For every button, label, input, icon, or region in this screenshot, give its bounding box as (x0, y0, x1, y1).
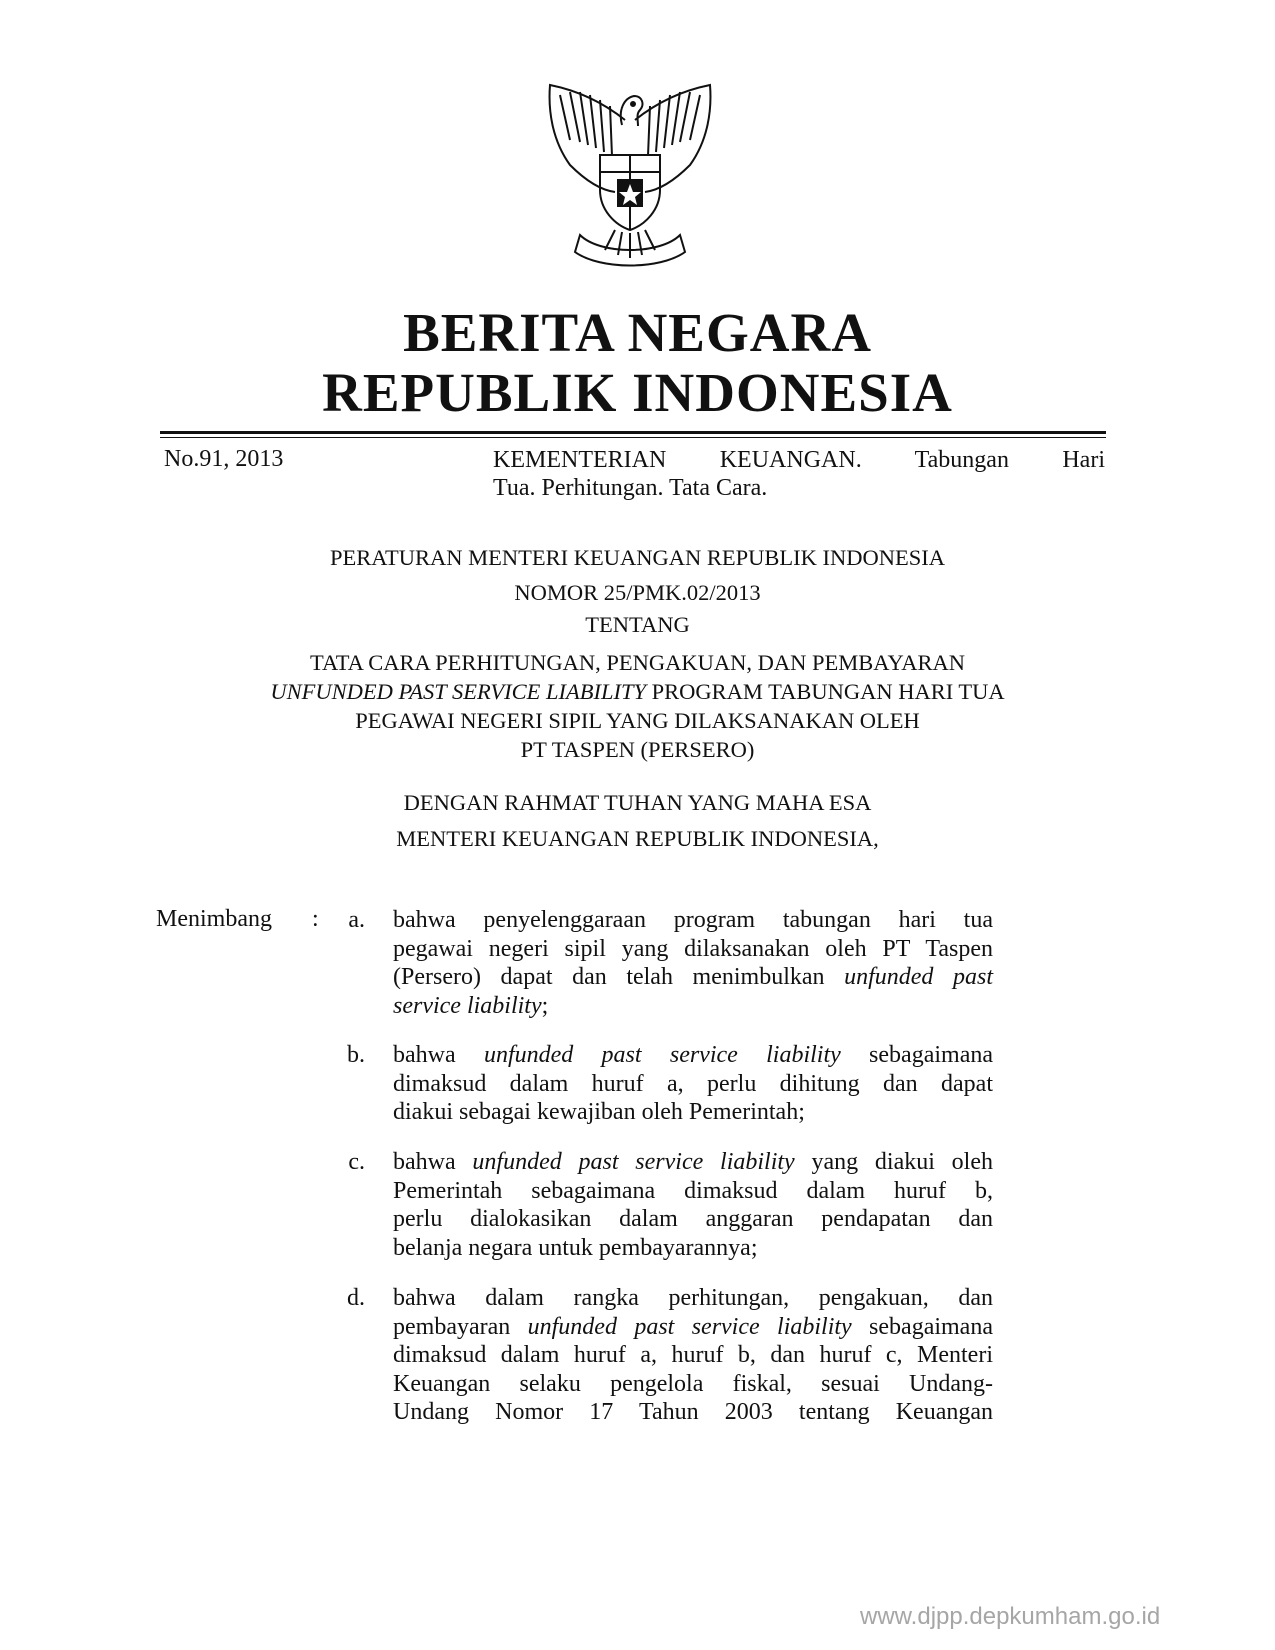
regulation-title: PERATURAN MENTERI KEUANGAN REPUBLIK INDONESIA (330, 545, 945, 570)
item-text: sebagaimana (851, 1313, 993, 1340)
header-divider-thin (160, 437, 1106, 438)
item-line: diakui sebagai kewajiban oleh Pemerintah; (393, 1099, 805, 1125)
regulation-subject-line: PT TASPEN (PERSERO) (520, 737, 755, 762)
regulation-subject (0, 648, 1275, 764)
item-text: sebagaimana (840, 1042, 993, 1068)
item-text: ; (541, 992, 549, 1019)
item-text: pembayaran (393, 1313, 528, 1340)
item-body (393, 1041, 993, 1127)
item-text: bahwa (393, 1149, 473, 1175)
item-line: Pemerintah sebagaimana dimaksud dalam huruf b, (393, 1177, 993, 1204)
regulation-subject-italic: UNFUNDED PAST SERVICE LIABILITY (270, 679, 646, 704)
item-line: Undang Nomor 17 Tahun 2003 tentang Keuangan (393, 1399, 993, 1425)
gazette-title-line2: REPUBLIK INDONESIA (322, 362, 953, 423)
regulation-subject-line (0, 677, 1275, 706)
item-body (393, 906, 993, 1020)
item-line: Keuangan selaku pengelola fiskal, sesuai Undang- (393, 1370, 993, 1397)
item-text: bahwa (393, 1042, 484, 1068)
gazette-number: No.91, 2013 (164, 446, 284, 472)
item-letter: a. (348, 907, 365, 933)
menimbang-colon: : (312, 906, 319, 932)
item-italic: unfunded past (844, 964, 993, 990)
item-line: pegawai negeri sipil yang dilaksanakan oleh PT Taspen (393, 935, 993, 962)
item-text: yang diakui oleh (794, 1149, 993, 1175)
garuda-emblem-icon (530, 80, 730, 275)
gazette-subject (493, 446, 1105, 502)
item-italic: unfunded past service liability (483, 1042, 841, 1068)
header-divider (160, 431, 1106, 434)
invocation: DENGAN RAHMAT TUHAN YANG MAHA ESA (403, 790, 872, 815)
item-body (393, 1284, 993, 1427)
item-line: dimaksud dalam huruf a, huruf b, dan huruf c, Menteri (393, 1342, 993, 1368)
item-text: (Persero) dapat dan telah menimbulkan (393, 964, 845, 990)
gazette-subject-line: Tua. Perhitungan. Tata Cara. (493, 475, 768, 501)
item-body (393, 1148, 993, 1262)
regulation-subject-line: TATA CARA PERHITUNGAN, PENGAKUAN, DAN PEMBAYARAN (310, 650, 965, 675)
item-letter: c. (348, 1149, 365, 1175)
item-letter: b. (347, 1042, 365, 1068)
item-italic: unfunded past service liability (527, 1313, 852, 1340)
item-italic: service liability (393, 992, 542, 1019)
item-line: bahwa penyelenggaraan program tabungan hari tua (393, 907, 993, 933)
item-italic: unfunded past service liability (472, 1149, 795, 1175)
regulation-subject-text: PROGRAM TABUNGAN HARI TUA (646, 679, 1005, 704)
item-line: perlu dialokasikan dalam anggaran pendapatan dan (393, 1206, 993, 1232)
item-line: dimaksud dalam huruf a, perlu dihitung dan dapat (393, 1070, 993, 1097)
item-line (393, 1148, 993, 1177)
regulation-subject-line: PEGAWAI NEGERI SIPIL YANG DILAKSANAKAN OLEH (355, 708, 920, 733)
watermark-link[interactable]: www.djpp.depkumham.go.id (860, 1603, 1161, 1630)
gazette-title-line1: BERITA NEGARA (403, 302, 872, 363)
regulation-number: NOMOR 25/PMK.02/2013 (514, 580, 761, 605)
item-line: belanja negara untuk pembayarannya; (393, 1234, 758, 1261)
item-line (393, 1313, 993, 1342)
item-line: bahwa dalam rangka perhitungan, pengakuan, dan (393, 1285, 993, 1311)
item-line (393, 992, 993, 1021)
gazette-subject-line: KEMENTERIAN KEUANGAN. Tabungan Hari (493, 447, 1105, 473)
minister-title: MENTERI KEUANGAN REPUBLIK INDONESIA, (396, 826, 879, 851)
item-line (393, 963, 993, 992)
menimbang-label: Menimbang (156, 906, 272, 932)
item-letter: d. (347, 1285, 365, 1311)
regulation-tentang: TENTANG (585, 612, 690, 637)
item-line (393, 1041, 993, 1070)
